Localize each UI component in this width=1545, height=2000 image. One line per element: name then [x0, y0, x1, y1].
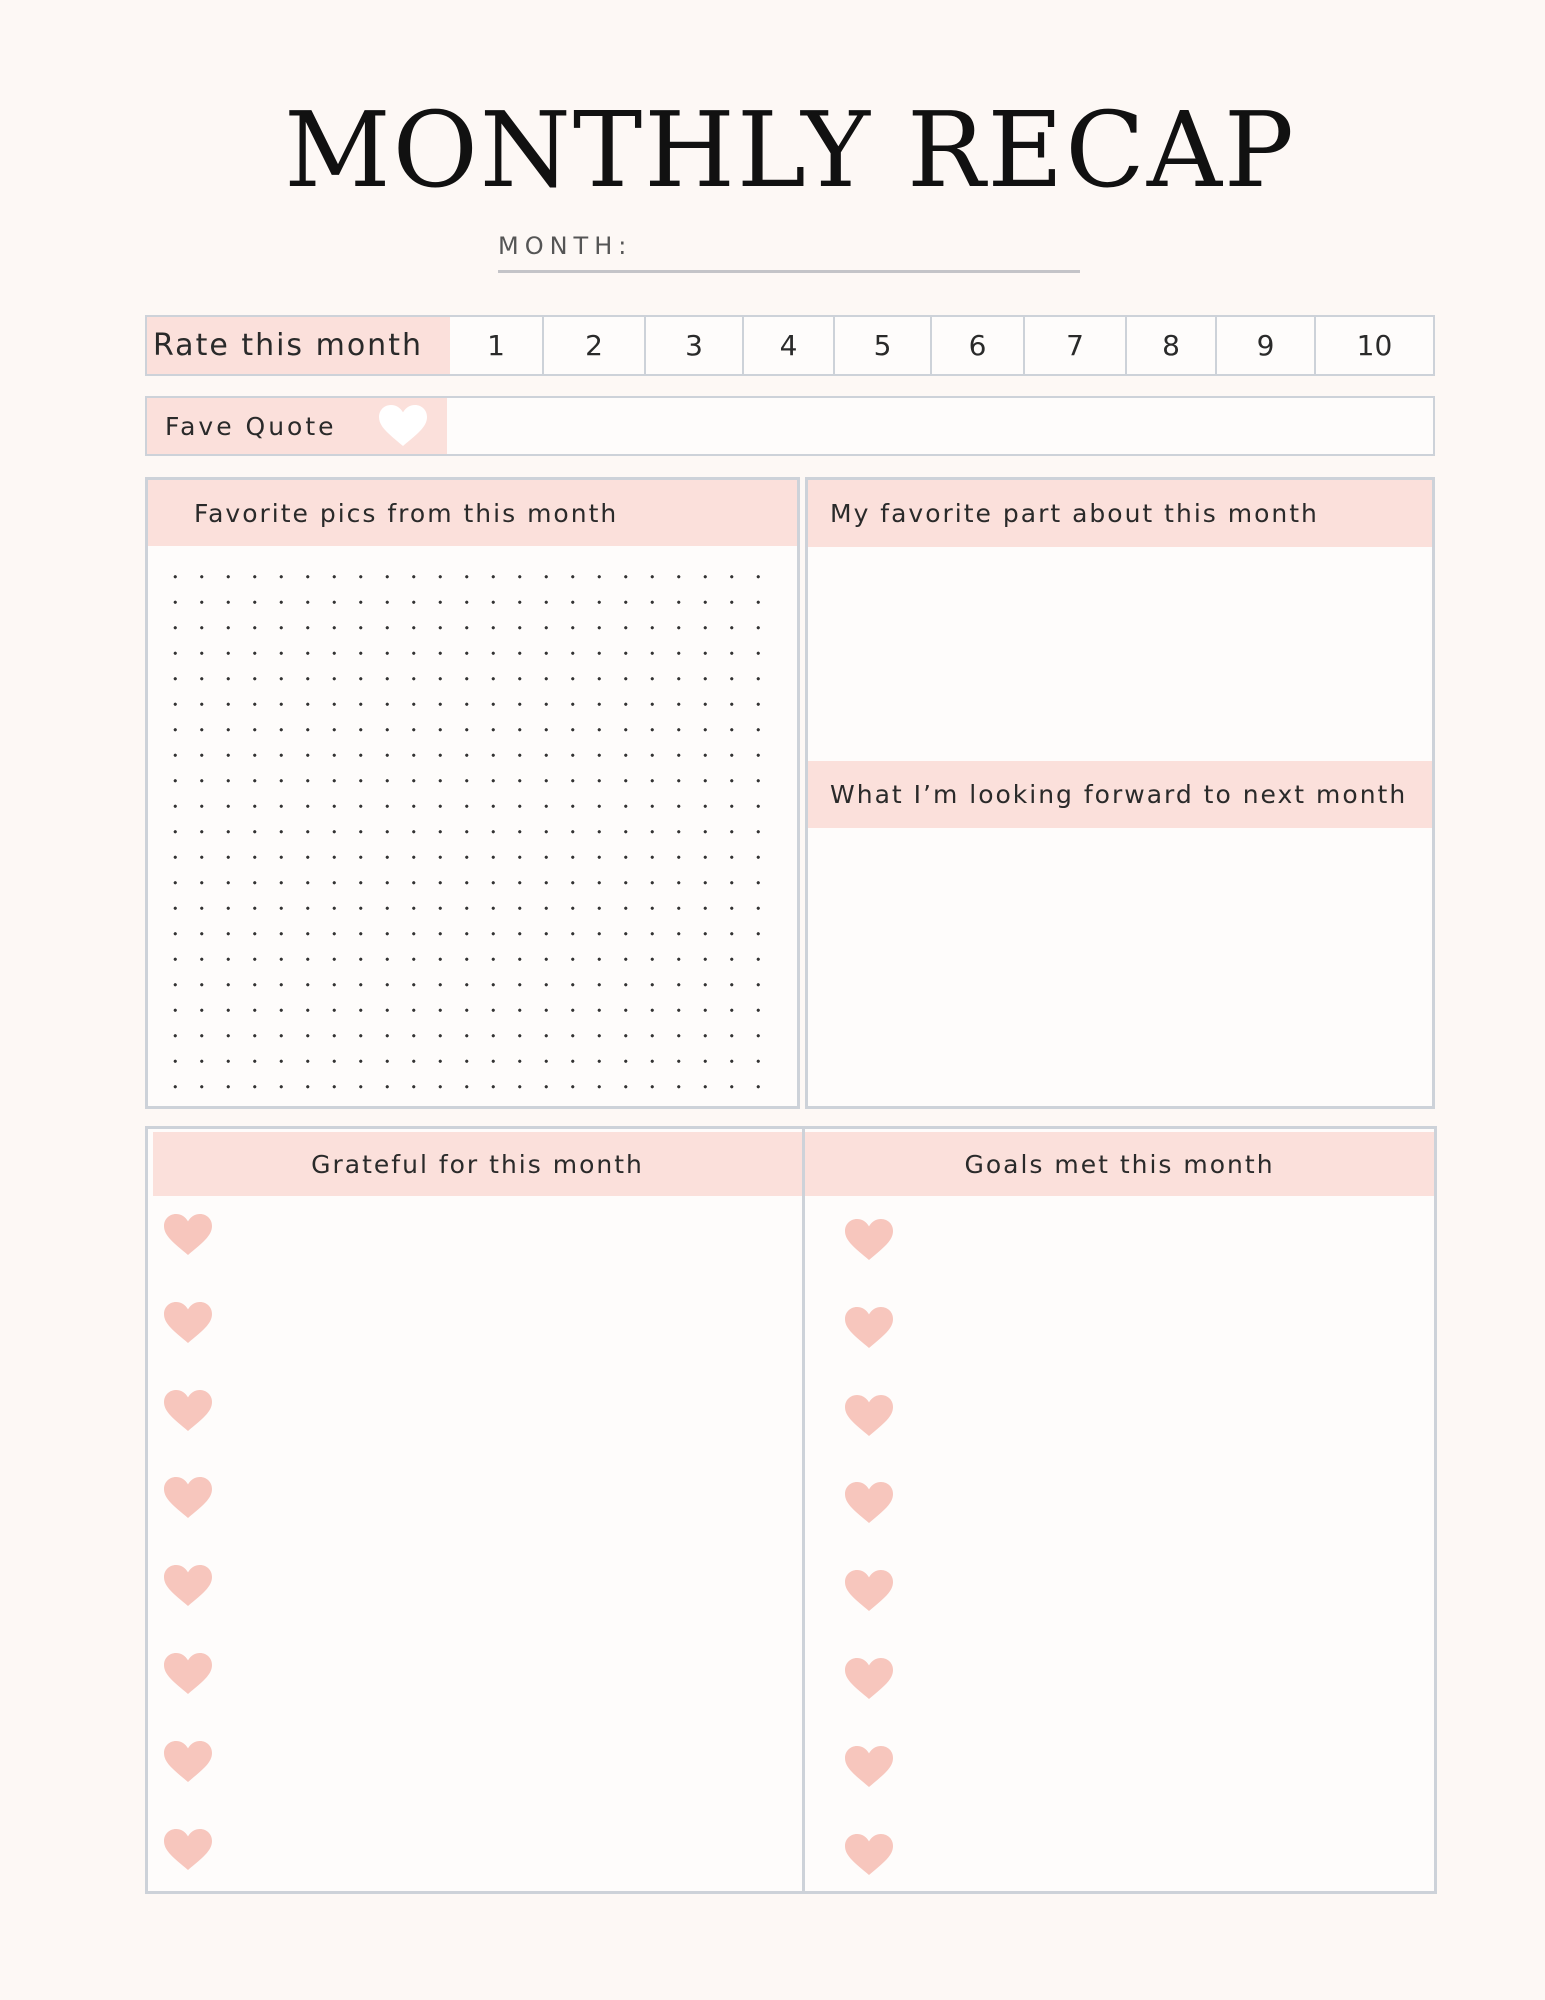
rating-option-4[interactable]: 4: [742, 317, 833, 374]
rating-option-5[interactable]: 5: [833, 317, 930, 374]
month-input-line[interactable]: [498, 270, 1080, 273]
rating-option-9[interactable]: 9: [1215, 317, 1314, 374]
rating-label: Rate this month: [147, 317, 450, 374]
grateful-header: Grateful for this month: [153, 1132, 802, 1196]
fave-quote-row[interactable]: [145, 396, 1435, 456]
dot-grid: [158, 562, 783, 1105]
favorite-pics-header: Favorite pics from this month: [148, 480, 797, 546]
heart-icon: [164, 1213, 212, 1257]
looking-forward-header: What I’m looking forward to next month: [808, 761, 1432, 828]
favorite-pics-box: [145, 477, 800, 1109]
column-divider: [802, 1129, 805, 1891]
month-label: MONTH:: [498, 232, 633, 260]
heart-icon: [845, 1569, 893, 1613]
favorite-part-box: [805, 477, 1435, 1109]
goals-header: Goals met this month: [805, 1132, 1434, 1196]
rating-option-3[interactable]: 3: [644, 317, 742, 374]
heart-icon: [164, 1828, 212, 1872]
rating-option-1[interactable]: 1: [487, 329, 505, 362]
favorite-part-header: My favorite part about this month: [808, 480, 1432, 547]
heart-icon: [845, 1833, 893, 1877]
heart-icon: [164, 1301, 212, 1345]
heart-icon: [164, 1389, 212, 1433]
rating-option-7[interactable]: 7: [1023, 317, 1125, 374]
rating-row: [145, 315, 1435, 376]
heart-icon: [379, 404, 427, 448]
rating-option-6[interactable]: 6: [930, 317, 1023, 374]
heart-icon: [845, 1306, 893, 1350]
rating-option-8[interactable]: 8: [1125, 317, 1215, 374]
heart-icon: [845, 1657, 893, 1701]
heart-icon: [164, 1564, 212, 1608]
fave-quote-label: Fave Quote: [147, 398, 447, 454]
heart-icon: [164, 1652, 212, 1696]
heart-icon: [845, 1218, 893, 1262]
page-title: MONTHLY RECAP: [284, 89, 1296, 211]
heart-icon: [845, 1481, 893, 1525]
rating-option-10[interactable]: 10: [1314, 317, 1433, 374]
lists-box: [145, 1126, 1437, 1894]
heart-icon: [845, 1394, 893, 1438]
rating-option-2[interactable]: 2: [542, 317, 644, 374]
heart-icon: [845, 1745, 893, 1789]
heart-icon: [164, 1740, 212, 1784]
heart-icon: [164, 1476, 212, 1520]
